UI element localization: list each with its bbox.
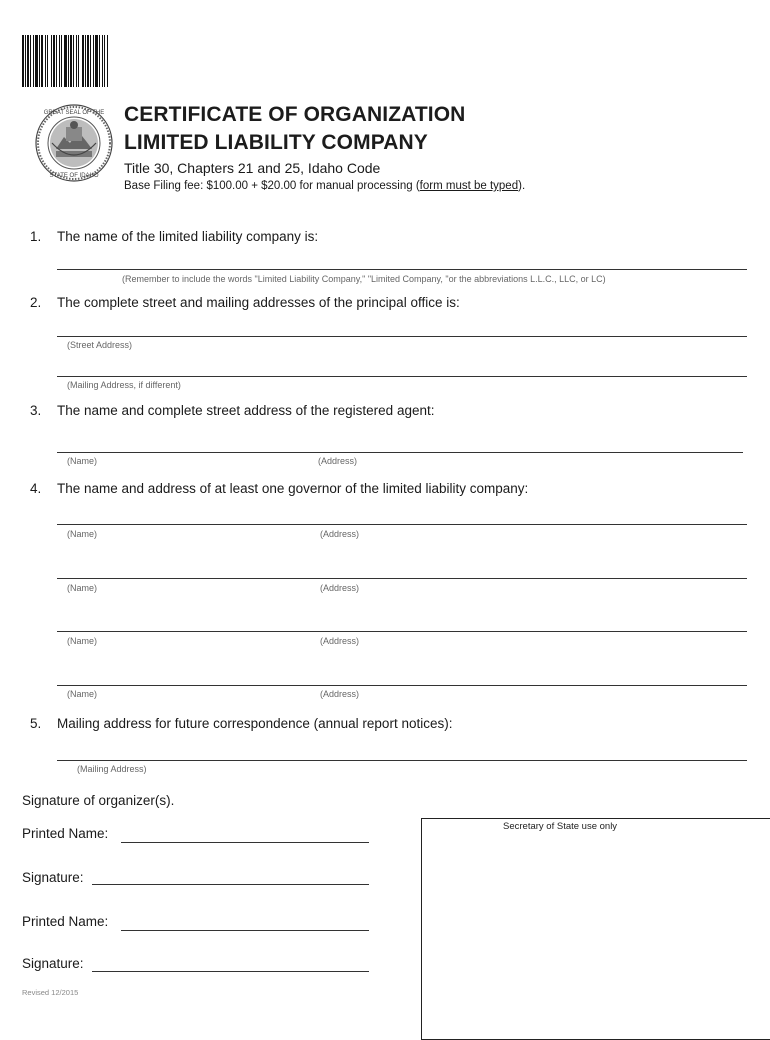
signature-1-label: Signature: — [22, 870, 84, 885]
signature-section-title: Signature of organizer(s). — [22, 793, 175, 808]
llc-name-hint: (Remember to include the words "Limited Liability Company," "Limited Company, "or the abbreviations L.L.C., LLC, or LC) — [122, 274, 606, 284]
governor-2-address-hint: (Address) — [320, 583, 360, 593]
form-title-line1: CERTIFICATE OF ORGANIZATION — [124, 103, 466, 126]
question-4-number: 4. — [30, 481, 42, 496]
secretary-of-state-label: Secretary of State use only — [503, 821, 618, 832]
question-4-text: The name and address of at least one governor of the limited liability company: — [57, 481, 529, 496]
street-address-hint: (Street Address) — [67, 340, 133, 350]
governor-4-field[interactable] — [57, 685, 747, 686]
street-address-field[interactable] — [57, 336, 747, 337]
governor-4-name-hint: (Name) — [67, 689, 98, 699]
governor-2-name-hint: (Name) — [67, 583, 98, 593]
governor-3-name-hint: (Name) — [67, 636, 98, 646]
signature-2-label: Signature: — [22, 956, 84, 971]
question-3-number: 3. — [30, 403, 42, 418]
agent-address-hint: (Address) — [318, 456, 358, 466]
governor-3-field[interactable] — [57, 631, 747, 632]
question-5-number: 5. — [30, 716, 42, 731]
barcode-image — [22, 35, 174, 87]
revision-date: Revised 12/2015 — [22, 988, 79, 997]
signature-2-field[interactable] — [92, 971, 369, 972]
question-2-text: The complete street and mailing addresses of the principal office is: — [57, 295, 460, 310]
governor-1-address-hint: (Address) — [320, 529, 360, 539]
correspondence-address-field[interactable] — [57, 760, 747, 761]
governor-1-name-hint: (Name) — [67, 529, 98, 539]
form-title-line2: LIMITED LIABILITY COMPANY — [124, 131, 428, 154]
printed-name-1-label: Printed Name: — [22, 826, 109, 841]
governor-2-field[interactable] — [57, 578, 747, 579]
question-5-text: Mailing address for future correspondence (annual report notices): — [57, 716, 453, 731]
correspondence-address-hint: (Mailing Address) — [77, 764, 147, 774]
question-3-text: The name and complete street address of the registered agent: — [57, 403, 435, 418]
question-2-number: 2. — [30, 295, 42, 310]
form-must-be-typed-link: form must be typed — [419, 180, 519, 192]
question-1-text: The name of the limited liability company is: — [57, 229, 319, 244]
llc-name-field[interactable] — [57, 269, 747, 270]
question-1-number: 1. — [30, 229, 42, 244]
printed-name-1-field[interactable] — [121, 842, 369, 843]
signature-1-field[interactable] — [92, 884, 369, 885]
printed-name-2-field[interactable] — [121, 930, 369, 931]
svg-text:STATE OF IDAHO: STATE OF IDAHO — [49, 173, 99, 179]
registered-agent-field[interactable] — [57, 452, 743, 453]
form-subtitle: Title 30, Chapters 21 and 25, Idaho Code — [124, 160, 381, 176]
governor-3-address-hint: (Address) — [320, 636, 360, 646]
filing-fee-note: Base Filing fee: $100.00 + $20.00 for manual processing (form must be typed). — [124, 180, 526, 192]
svg-text:GREAT SEAL OF THE: GREAT SEAL OF THE — [43, 110, 105, 116]
secretary-of-state-box — [421, 818, 770, 1040]
mailing-address-hint: (Mailing Address, if different) — [67, 380, 181, 390]
idaho-state-seal-icon — [34, 103, 114, 183]
mailing-address-field[interactable] — [57, 376, 747, 377]
agent-name-hint: (Name) — [67, 456, 98, 466]
governor-1-field[interactable] — [57, 524, 747, 525]
printed-name-2-label: Printed Name: — [22, 914, 109, 929]
governor-4-address-hint: (Address) — [320, 689, 360, 699]
